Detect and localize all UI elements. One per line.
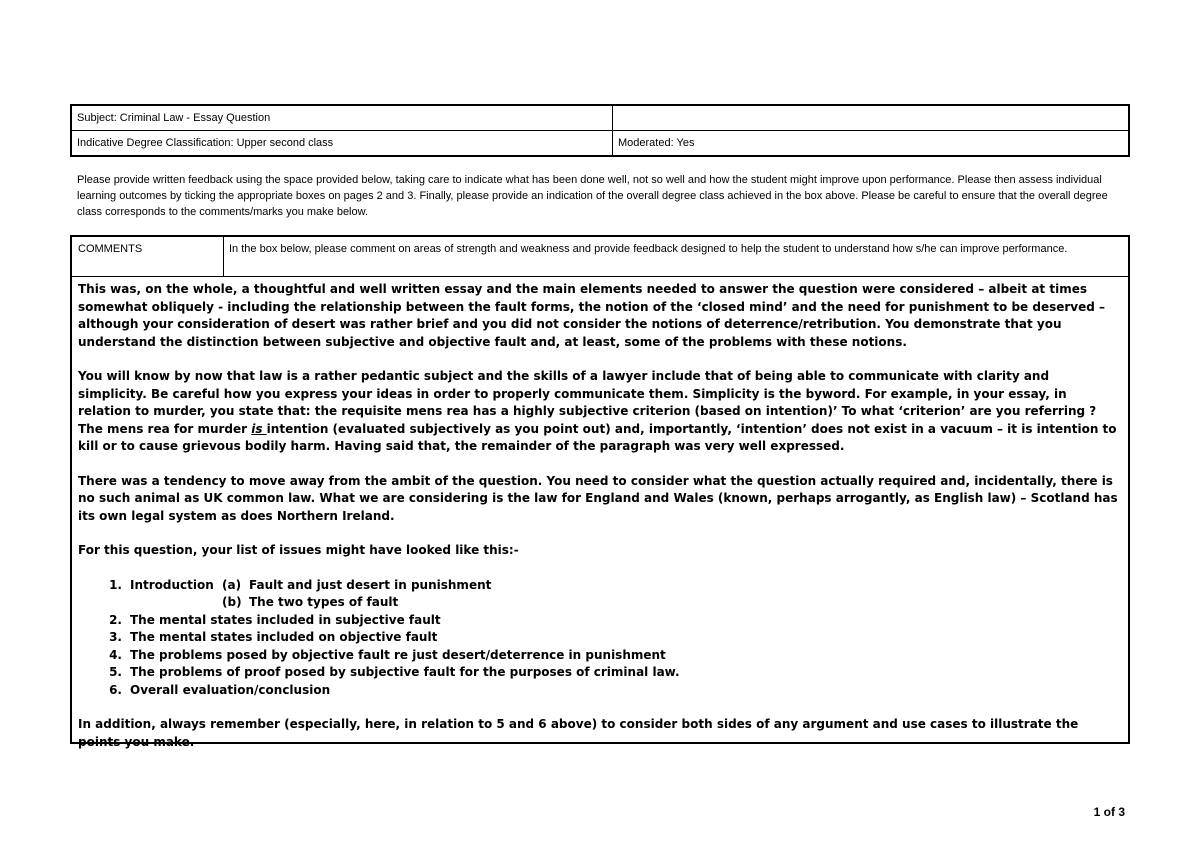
- comments-label: COMMENTS: [72, 237, 224, 276]
- issue-text: The problems of proof posed by subjective fault for the purposes of criminal law.: [130, 665, 680, 679]
- issue-sub-letter: (b): [222, 595, 242, 609]
- issue-text: Overall evaluation/conclusion: [130, 682, 331, 697]
- subject-right-cell: [613, 106, 1128, 130]
- subject-cell: Subject: Criminal Law - Essay Question: [72, 106, 613, 130]
- comments-instruction: In the box below, please comment on areas of strength and weakness and provide feedback designed to help the student to understand how s/he can improve performance.: [229, 243, 1068, 255]
- page-number: 1 of 3: [1093, 805, 1125, 819]
- issue-item-1: [78, 577, 1122, 612]
- issue-sub-row-a: [130, 577, 1122, 595]
- issue-item-4: [78, 647, 1122, 665]
- issue-sub-text: The two types of fault: [249, 595, 399, 609]
- issue-number: 5.: [109, 665, 122, 679]
- comment-paragraph-2-part-2: intention (evaluated subjectively as you point out) and, importantly, ‘intention’ does not exist in a vacuum – it is intention to kill or to cause grievous bodily harm. Having said that, the remainder of the paragraph was very well expressed.: [78, 421, 1117, 453]
- issue-text: Introduction: [130, 577, 214, 592]
- comment-paragraph-5: In addition, always remember (especially, here, in relation to 5 and 6 above) to consider both sides of any argument and use cases to illustrate the points you make.: [78, 717, 1079, 749]
- issue-sub-text: Fault and just desert in punishment: [249, 577, 492, 592]
- issue-item-5: [78, 664, 1122, 682]
- comments-header-row: [72, 237, 1128, 277]
- issue-text-block: [130, 577, 1122, 612]
- issue-number: 6.: [109, 682, 122, 697]
- header-row-subject: [72, 106, 1128, 130]
- issue-list: [78, 577, 1122, 700]
- header-table: [70, 104, 1130, 157]
- classification-cell: Indicative Degree Classification: Upper second class: [72, 131, 613, 155]
- comment-paragraph-3: There was a tendency to move away from the ambit of the question. You need to consider what the question actually required and, incidentally, there is no such animal as UK common law. What we are considering is the law for England and Wales (known, perhaps arrogantly, as English law) – Scotland has its own legal system as does Northern Ireland.: [78, 473, 1118, 523]
- comment-paragraph-2: [78, 368, 1122, 456]
- issue-number: 4.: [109, 647, 122, 662]
- instructions-paragraph: Please provide written feedback using the space provided below, taking care to indicate what has been done well, not so well and how the student might improve upon performance. Please then assess individual learning outcomes by ticking the appropriate boxes on pages 2 and 3. Finally, please provide an indication of the overall degree class achieved in the box above. Please be careful to ensure that the overall degree class corresponds to the comments/marks you make below.: [77, 174, 1108, 218]
- issue-item-3: [78, 629, 1122, 647]
- issue-sub-letter: (a): [222, 577, 242, 592]
- issue-number: 1.: [109, 577, 122, 592]
- comment-paragraph-2-part-1: You will know by now that law is a rather pedantic subject and the skills of a lawyer include that of being able to communicate with clarity and simplicity. Be careful how you express your ideas in order to properly communicate them. Simplicity is the byword. For example, in your essay, in relation to murder, you state that: the requisite mens rea has a highly subjective criterion (based on intention)’ To what ‘criterion’ are you referring ? The mens rea for murder: [78, 369, 1097, 436]
- header-row-classification: [72, 130, 1128, 155]
- issue-text: The mental states included in subjective fault: [130, 612, 441, 627]
- comments-box: [70, 235, 1130, 749]
- issue-text: The problems posed by objective fault re just desert/deterrence in punishment: [130, 647, 666, 662]
- moderated-cell: Moderated: Yes: [618, 137, 695, 149]
- issue-item-2: [78, 612, 1122, 630]
- comment-paragraph-4: For this question, your list of issues might have looked like this:-: [78, 543, 519, 557]
- comment-paragraph-1: This was, on the whole, a thoughtful and well written essay and the main elements needed to answer the question were considered – albeit at times somewhat obliquely - including the relationship between the fault forms, the notion of the ‘closed mind’ and the need for punishment to be deserved – although your consideration of desert was rather brief and you did not consider the notions of deterrence/retribution. You demonstrate that you understand the distinction between subjective and objective fault and, at least, some of the problems with these notions.: [78, 282, 1106, 349]
- issue-number: 2.: [109, 612, 122, 627]
- comments-body: [72, 277, 1128, 751]
- issue-item-6: [78, 682, 1122, 700]
- issue-sub-row-b: [130, 594, 1122, 612]
- issue-number: 3.: [109, 630, 122, 644]
- comment-emphasis-is: is: [251, 421, 267, 436]
- issue-sub-spacer: [130, 594, 222, 612]
- issue-text: The mental states included on objective fault: [130, 630, 438, 644]
